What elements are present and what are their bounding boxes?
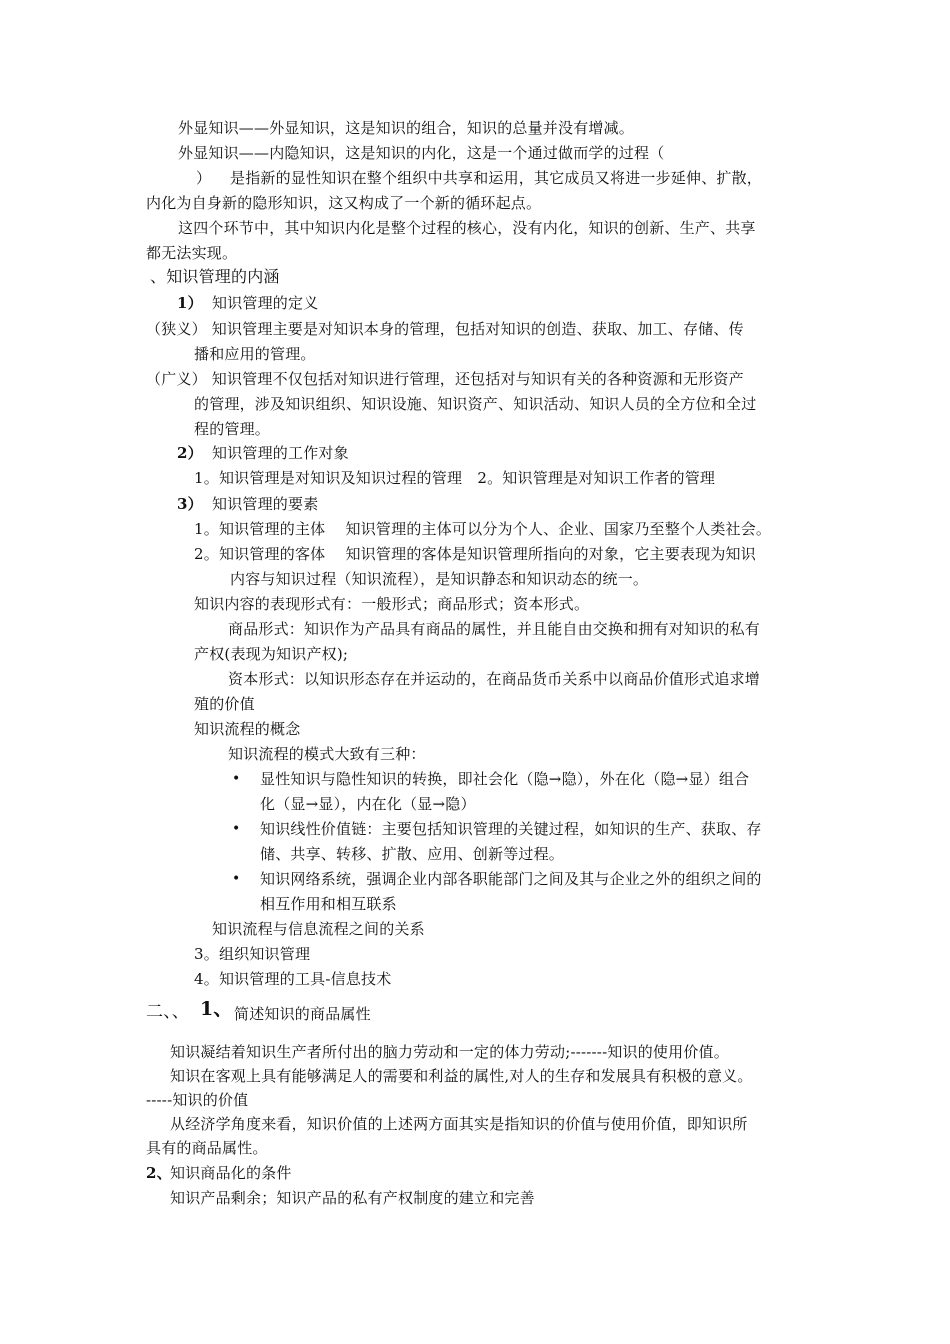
- text-line: （狭义） 知识管理主要是对知识本身的管理，包括对知识的创造、获取、加工、存储、传: [146, 320, 744, 338]
- text-line: 知识流程的概念: [194, 720, 301, 738]
- text-line: 3。组织知识管理: [194, 945, 311, 963]
- text-line: 1。知识管理是对知识及知识过程的管理 2。知识管理是对知识工作者的管理: [194, 469, 716, 487]
- bullet-marker: •: [232, 871, 241, 887]
- section-heading: 、知识管理的内涵: [150, 267, 280, 286]
- text-line: 知识在客观上具有能够满足人的需要和利益的属性,对人的生存和发展具有积极的意义。: [170, 1067, 753, 1085]
- bullet-marker: •: [232, 771, 241, 787]
- text-line: 知识产品剩余；知识产品的私有产权制度的建立和完善: [170, 1189, 535, 1207]
- text-line: 知识流程与信息流程之间的关系: [212, 920, 425, 938]
- text-line: 具有的商品属性。: [146, 1139, 268, 1157]
- text-line: 知识流程的模式大致有三种：: [228, 745, 426, 763]
- text-line: 资本形式：以知识形态存在并运动的，在商品货币关系中以商品价值形式追求增: [228, 670, 761, 688]
- text-line: 都无法实现。: [146, 244, 238, 262]
- text-line: 是指新的显性知识在整个组织中共享和运用，其它成员又将进一步延伸、扩散，: [230, 169, 763, 187]
- text-line: （广义） 知识管理不仅包括对知识进行管理，还包括对与知识有关的各种资源和无形资产: [146, 370, 744, 388]
- text-line: 知识凝结着知识生产者所付出的脑力劳动和一定的体力劳动;-------知识的使用价值。: [170, 1043, 729, 1061]
- text-line: 2。知识管理的客体 知识管理的客体是知识管理所指向的对象，它主要表现为知识: [194, 545, 756, 563]
- text-line: 这四个环节中，其中知识内化是整个过程的核心，没有内化，知识的创新、生产、共享: [178, 219, 756, 237]
- subsection-heading: 知识管理的要素: [212, 495, 319, 513]
- text-line: 商品形式：知识作为产品具有商品的属性，并且能自由交换和拥有对知识的私有: [228, 620, 761, 638]
- text-line: -----知识的价值: [146, 1091, 249, 1109]
- text-line: 内化为自身新的隐形知识，这又构成了一个新的循环起点。: [146, 194, 542, 212]
- chapter-number: 1、: [200, 998, 233, 1020]
- item-number: 1）: [177, 294, 203, 312]
- bullet-text: 显性知识与隐性知识的转换，即社会化（隐→隐），外在化（隐→显）组合: [260, 770, 750, 788]
- bullet-text: 知识网络系统，强调企业内部各职能部门之间及其与企业之外的组织之间的: [260, 870, 762, 888]
- bullet-text: 知识线性价值链：主要包括知识管理的关键过程，如知识的生产、获取、存: [260, 820, 762, 838]
- text-line: 殖的价值: [194, 695, 255, 713]
- subsection-heading: 知识商品化的条件: [170, 1164, 292, 1182]
- subsection-heading: 知识管理的定义: [212, 294, 319, 312]
- item-number: 2、: [146, 1164, 172, 1182]
- text-line: 知识内容的表现形式有：一般形式；商品形式；资本形式。: [194, 595, 590, 613]
- text-line: 1。知识管理的主体 知识管理的主体可以分为个人、企业、国家乃至整个人类社会。: [194, 520, 772, 538]
- text-line: 外显知识——外显知识，这是知识的组合，知识的总量并没有增减。: [178, 119, 635, 137]
- bullet-text: 储、共享、转移、扩散、应用、创新等过程。: [260, 845, 565, 863]
- text-line: 内容与知识过程（知识流程），是知识静态和知识动态的统一。: [230, 570, 649, 588]
- text-line: 播和应用的管理。: [194, 345, 316, 363]
- text-line: 程的管理。: [194, 420, 271, 438]
- text-line: ）: [196, 169, 212, 187]
- bullet-text: 化（显→显），内在化（显→隐）: [260, 795, 476, 813]
- item-number: 2）: [177, 444, 203, 462]
- bullet-marker: •: [232, 821, 241, 837]
- bullet-text: 相互作用和相互联系: [260, 895, 397, 913]
- subsection-heading: 知识管理的工作对象: [212, 444, 349, 462]
- text-line: 从经济学角度来看，知识价值的上述两方面其实是指知识的价值与使用价值，即知识所: [170, 1115, 748, 1133]
- text-line: 4。知识管理的工具-信息技术: [194, 970, 392, 988]
- chapter-heading: 简述知识的商品属性: [234, 1005, 371, 1023]
- text-line: 产权(表现为知识产权);: [194, 645, 349, 663]
- text-line: 外显知识——内隐知识，这是知识的内化，这是一个通过做而学的过程（: [178, 144, 665, 162]
- item-number: 3）: [177, 495, 203, 513]
- text-line: 的管理，涉及知识组织、知识设施、知识资产、知识活动、知识人员的全方位和全过: [194, 395, 757, 413]
- chapter-prefix: 二、、: [146, 1002, 190, 1022]
